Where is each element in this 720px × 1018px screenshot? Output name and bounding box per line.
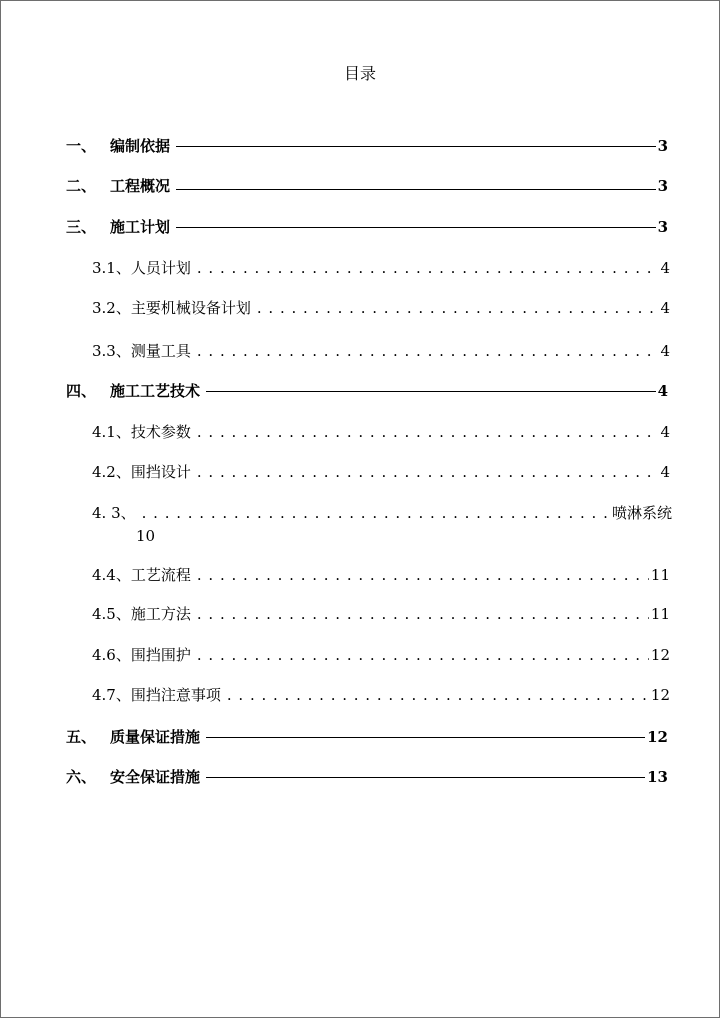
toc-leader (176, 227, 656, 228)
toc-leader (206, 737, 645, 738)
toc-leader (197, 463, 659, 481)
toc-entry-number: 二、 (66, 177, 97, 195)
toc-entry-text: 人员计划 (130, 259, 191, 277)
toc-entry-page: 13 (647, 768, 668, 786)
toc-leader (257, 299, 659, 317)
toc-entry[interactable] (92, 340, 670, 361)
toc-entry-number: 4.2、 (92, 463, 131, 481)
toc-entry-number: 4. 3、 (92, 504, 136, 522)
toc-leader (227, 686, 649, 704)
toc-entry-text: 技术参数 (130, 423, 191, 441)
toc-leader (176, 146, 656, 147)
toc-entry-number: 4.7、 (92, 686, 131, 704)
toc-entry-page: 10 (136, 527, 156, 545)
toc-entry[interactable] (92, 644, 670, 665)
toc-entry[interactable] (92, 502, 672, 545)
toc-entry[interactable] (92, 257, 670, 278)
toc-entry-page: 3 (657, 218, 668, 236)
toc-entry-text: 围挡注意事项 (130, 686, 221, 704)
toc-entry-number: 3.1、 (92, 259, 131, 277)
toc-entry-text: 主要机械设备计划 (130, 299, 251, 317)
toc-entry-number: 4.1、 (92, 423, 131, 441)
toc-leader (206, 777, 645, 778)
toc-leader (197, 605, 649, 623)
toc-entry-page: 3 (657, 137, 668, 155)
toc-entry-number: 3.3、 (92, 342, 131, 360)
toc-entry-page: 12 (647, 728, 668, 746)
toc-leader (197, 646, 649, 664)
toc-leader (197, 566, 649, 584)
toc-entry-page: 4 (660, 259, 670, 277)
toc-entry-text: 质量保证措施 (110, 728, 201, 746)
toc-entry-page: 12 (650, 686, 670, 704)
toc-entry[interactable] (66, 766, 668, 787)
toc-entry-text: 围挡围护 (130, 646, 191, 664)
toc-entry-number: 一、 (66, 137, 97, 155)
toc-entry-number: 三、 (66, 218, 97, 236)
toc-entry-page: 3 (657, 177, 668, 195)
toc-entry-text: 喷淋系统 (611, 504, 672, 522)
toc-entry-text: 工程概况 (110, 177, 171, 195)
toc-entry-number: 五、 (66, 728, 97, 746)
toc-entry-number: 4.4、 (92, 566, 131, 584)
toc-leader (197, 342, 659, 360)
toc-entry-page: 4 (660, 463, 670, 481)
toc-entry-text: 安全保证措施 (110, 768, 201, 786)
toc-entry-text: 施工工艺技术 (110, 382, 201, 400)
toc-entry[interactable] (92, 684, 670, 705)
toc-leader (206, 391, 656, 392)
toc-entry[interactable] (66, 175, 668, 196)
toc-entry[interactable] (66, 216, 668, 237)
toc-entry-text: 编制依据 (110, 137, 171, 155)
toc-entry-number: 四、 (66, 382, 97, 400)
toc-entry-number: 4.5、 (92, 605, 131, 623)
toc-entry-page: 4 (660, 299, 670, 317)
toc-leader (197, 259, 659, 277)
toc-entry[interactable] (66, 726, 668, 747)
toc-entry-text: 施工计划 (110, 218, 171, 236)
toc-entry-page: 11 (650, 605, 670, 623)
toc-title: 目录 (343, 64, 376, 83)
toc-entry[interactable] (66, 135, 668, 156)
toc-entry-number: 六、 (66, 768, 97, 786)
toc-entry-number: 4.6、 (92, 646, 131, 664)
toc-entry-page: 4 (660, 342, 670, 360)
toc-entry[interactable] (92, 603, 670, 624)
toc-entry-number: 3.2、 (92, 299, 131, 317)
toc-entry-text: 工艺流程 (130, 566, 191, 584)
toc-entry-page: 12 (650, 646, 670, 664)
toc-entry[interactable] (66, 380, 668, 401)
toc-entry-page: 4 (657, 382, 668, 400)
toc-entry[interactable] (92, 461, 670, 482)
toc-leader (176, 189, 656, 190)
toc-entry-text: 测量工具 (130, 342, 191, 360)
toc-entry-page: 4 (660, 423, 670, 441)
toc-entry[interactable] (92, 421, 670, 442)
toc-entry-text: 施工方法 (130, 605, 191, 623)
toc-leader (142, 504, 610, 522)
toc-entry[interactable] (92, 564, 670, 585)
toc-leader (197, 423, 659, 441)
toc-entry-text: 围挡设计 (130, 463, 191, 481)
toc-entry[interactable] (92, 297, 670, 318)
toc-entry-page: 11 (650, 566, 670, 584)
